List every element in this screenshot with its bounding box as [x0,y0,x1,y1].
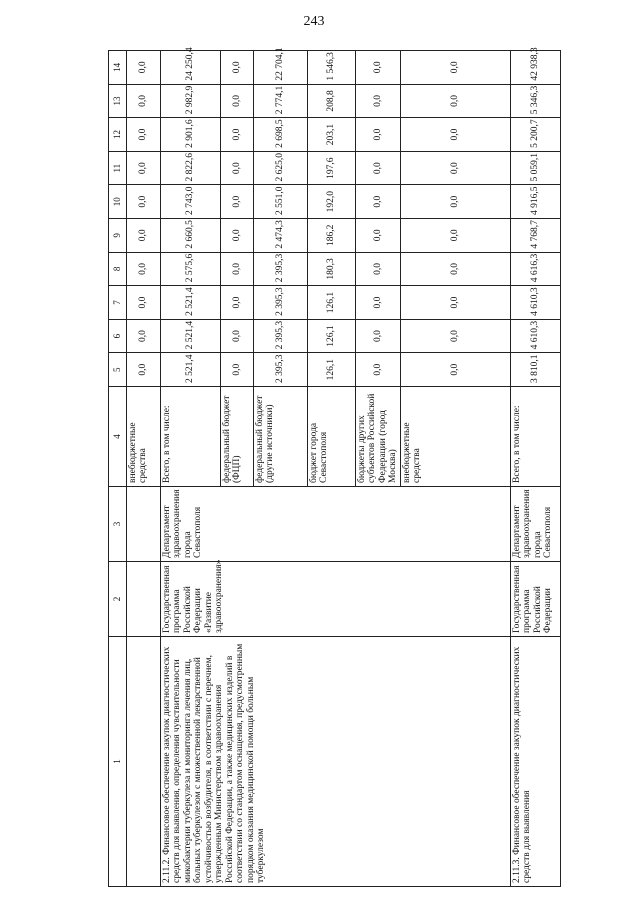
column-header: 12 [109,118,127,152]
value-cell: 0,0 [127,219,161,253]
value-cell: 2 551,0 [254,185,308,219]
value-cell: 0,0 [400,353,510,387]
page-number: 243 [303,14,325,29]
value-cell: 0,0 [356,84,401,118]
funding-source-cell: внебюджетные средства [127,387,161,487]
value-cell: 0,0 [400,151,510,185]
value-cell: 0,0 [356,353,401,387]
value-cell: 4 768,7 [510,219,560,253]
value-cell: 0,0 [127,185,161,219]
value-cell: 0,0 [356,118,401,152]
table-row [510,51,560,887]
funding-source-cell: федеральный бюджет (другие источники) [254,387,308,487]
value-cell: 0,0 [400,84,510,118]
column-header: 6 [109,319,127,353]
column-header: 10 [109,185,127,219]
value-cell: 0,0 [400,252,510,286]
value-cell: 0,0 [221,219,254,253]
value-cell: 0,0 [356,51,401,85]
value-cell: 2 901,6 [161,118,221,152]
funding-source-cell: федеральный бюджет (ФЦП) [221,387,254,487]
value-cell: 0,0 [127,252,161,286]
value-cell: 0,0 [221,151,254,185]
value-cell: 0,0 [356,185,401,219]
value-cell: 0,0 [221,185,254,219]
value-cell: 3 810,1 [510,353,560,387]
column-header: 3 [109,487,127,562]
value-cell: 0,0 [221,84,254,118]
column-header: 14 [109,51,127,85]
value-cell: 0,0 [356,252,401,286]
value-cell: 0,0 [400,118,510,152]
value-cell: 0,0 [356,219,401,253]
column-header: 7 [109,286,127,320]
executor-cell [127,487,161,562]
value-cell: 0,0 [221,51,254,85]
value-cell: 2 395,3 [254,252,308,286]
value-cell: 2 395,3 [254,319,308,353]
budget-table-frame [108,47,554,887]
value-cell: 0,0 [356,151,401,185]
value-cell: 2 521,4 [161,286,221,320]
value-cell: 192,0 [308,185,356,219]
value-cell: 2 395,3 [254,286,308,320]
value-cell: 126,1 [308,319,356,353]
value-cell: 2 625,0 [254,151,308,185]
value-cell: 5 346,3 [510,84,560,118]
value-cell: 0,0 [221,319,254,353]
value-cell: 4 616,3 [510,252,560,286]
value-cell: 24 250,4 [161,51,221,85]
value-cell: 0,0 [127,319,161,353]
value-cell: 4 610,3 [510,319,560,353]
executor-cell: Департамент здравоохранения города Севастополя [510,487,560,562]
value-cell: 0,0 [400,185,510,219]
value-cell: 42 938,3 [510,51,560,85]
column-header: 13 [109,84,127,118]
value-cell: 0,0 [400,51,510,85]
value-cell: 2 698,5 [254,118,308,152]
column-header: 9 [109,219,127,253]
value-cell: 0,0 [221,286,254,320]
value-cell: 186,2 [308,219,356,253]
value-cell: 2 743,0 [161,185,221,219]
value-cell: 0,0 [127,151,161,185]
value-cell: 0,0 [221,353,254,387]
value-cell: 0,0 [356,286,401,320]
value-cell: 126,1 [308,353,356,387]
value-cell: 2 822,6 [161,151,221,185]
value-cell: 0,0 [356,319,401,353]
funding-source-cell: Всего, в том числе: [161,387,221,487]
value-cell: 0,0 [127,286,161,320]
column-header: 1 [109,637,127,887]
value-cell: 2 660,5 [161,219,221,253]
executor-cell: Департамент здравоохранения города Севастополя [161,487,511,562]
activity-cell [127,637,161,887]
value-cell: 2 395,3 [254,353,308,387]
value-cell: 2 521,4 [161,353,221,387]
value-cell: 0,0 [127,118,161,152]
value-cell: 0,0 [127,84,161,118]
table-row [161,51,221,887]
value-cell: 180,3 [308,252,356,286]
value-cell: 4 916,5 [510,185,560,219]
column-header: 5 [109,353,127,387]
value-cell: 0,0 [127,51,161,85]
value-cell: 0,0 [400,319,510,353]
column-header: 8 [109,252,127,286]
value-cell: 22 704,1 [254,51,308,85]
funding-source-cell: бюджеты других субъектов Российской Федерации (город Москва) [356,387,401,487]
activity-cell: 2.11.3. Финансовое обеспечение закупок диагностических средств для выявления [510,637,560,887]
activity-cell: 2.11.2. Финансовое обеспечение закупок диагностических средств для выявления, определения чувствительности микобактерии туберкулеза и мониторинга лечения лиц, больных туберкулезом с множественной лекарственной устойчивостью возбудителя, в соответствии с перечнем, утвержденным Министерством здравоохранения Российской Федерации, а также медицинских изделий в соответствии со стандартом оснащения, предусмотренным порядком оказания медицинской помощи больным туберкулезом [161,637,511,887]
value-cell: 5 200,7 [510,118,560,152]
table-row [127,51,161,887]
value-cell: 0,0 [221,118,254,152]
column-header: 11 [109,151,127,185]
value-cell: 1 546,3 [308,51,356,85]
value-cell: 0,0 [221,252,254,286]
value-cell: 2 521,4 [161,319,221,353]
value-cell: 2 774,1 [254,84,308,118]
program-cell [127,562,161,637]
value-cell: 2 982,9 [161,84,221,118]
table-header-row [109,51,127,887]
value-cell: 0,0 [400,286,510,320]
value-cell: 0,0 [127,353,161,387]
column-header: 4 [109,387,127,487]
value-cell: 197,6 [308,151,356,185]
value-cell: 208,8 [308,84,356,118]
value-cell: 2 575,6 [161,252,221,286]
value-cell: 4 610,3 [510,286,560,320]
funding-source-cell: бюджет города Севастополя [308,387,356,487]
program-cell: Государственная программа Российской Федерации «Развитие здравоохранения» [161,562,511,637]
value-cell: 2 474,3 [254,219,308,253]
budget-table [108,47,561,887]
value-cell: 0,0 [400,219,510,253]
value-cell: 126,1 [308,286,356,320]
value-cell: 203,1 [308,118,356,152]
funding-source-cell: внебюджетные средства [400,387,510,487]
funding-source-cell: Всего, в том числе: [510,387,560,487]
value-cell: 5 059,1 [510,151,560,185]
program-cell: Государственная программа Российской Федерации [510,562,560,637]
column-header: 2 [109,562,127,637]
